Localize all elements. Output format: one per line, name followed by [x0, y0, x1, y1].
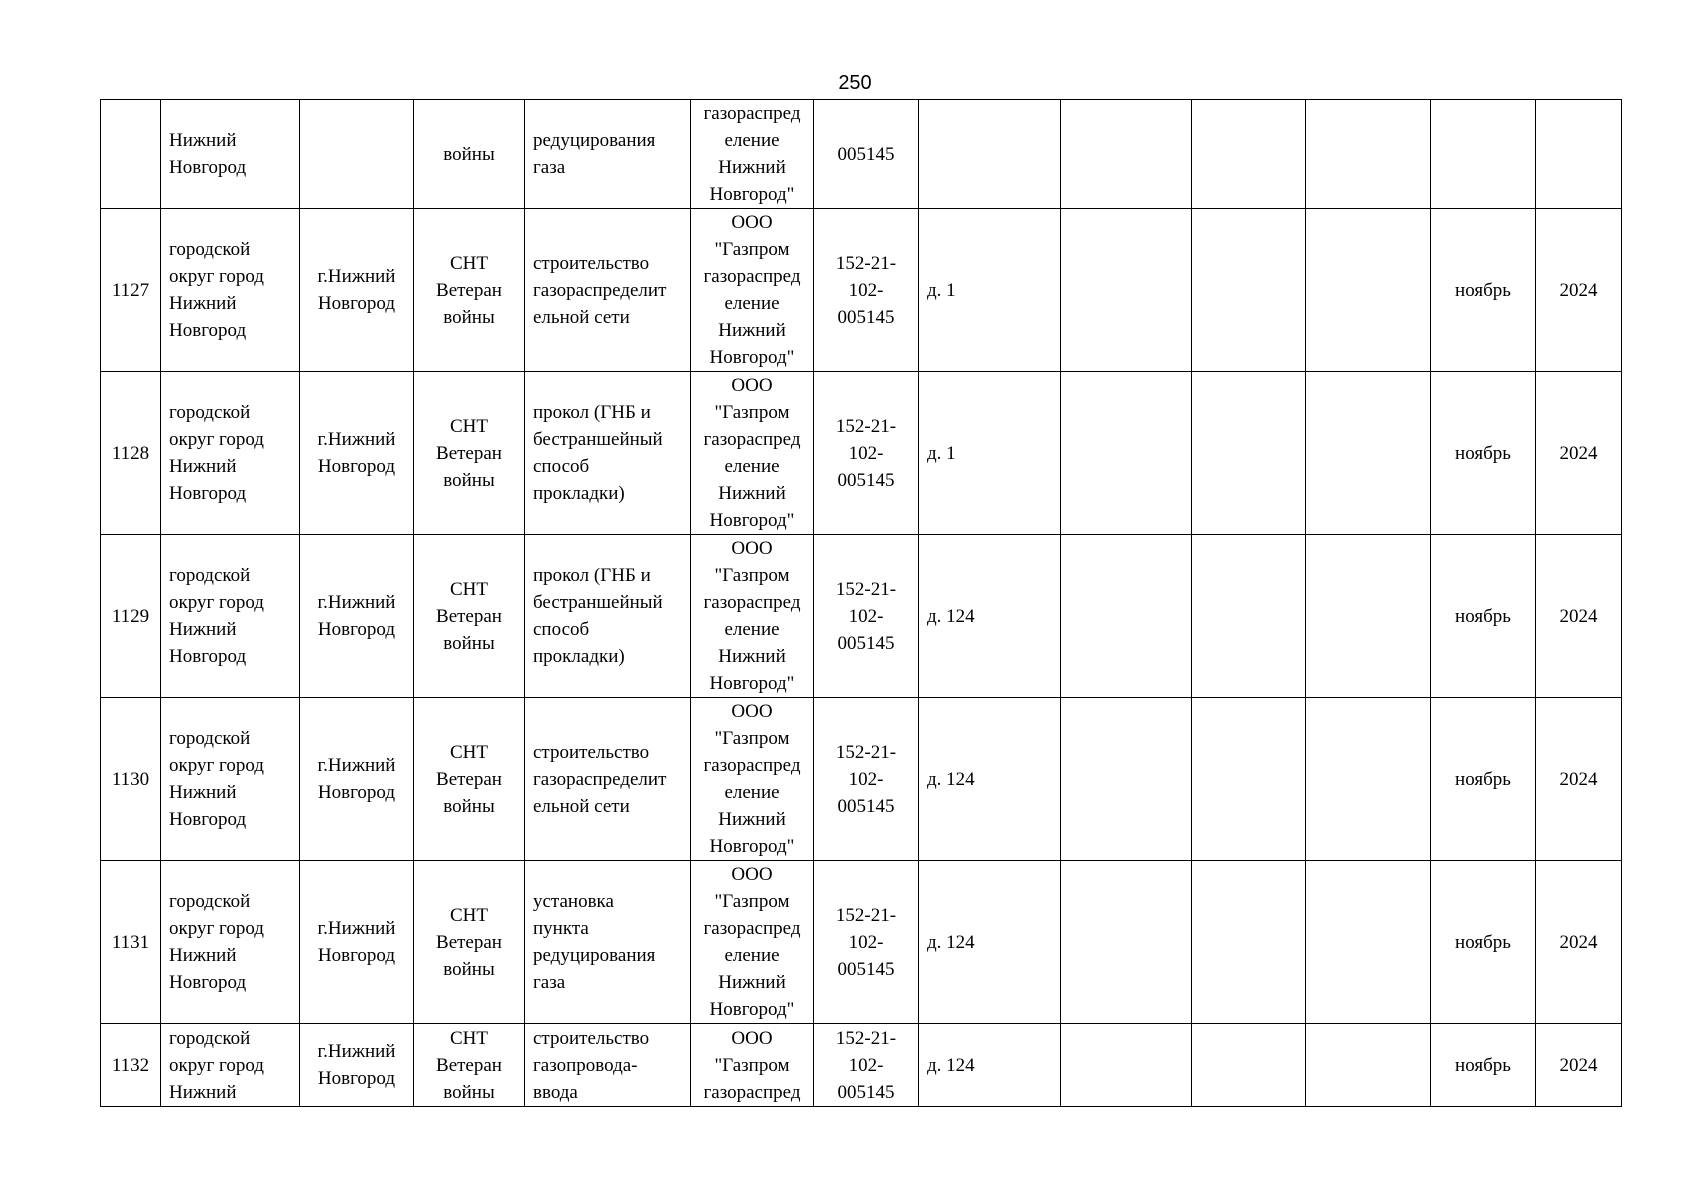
organization-text: ООО "Газпром газораспред еление Нижний Новгород": [703, 701, 801, 857]
district-cell: [161, 209, 300, 372]
row-number-text: 1129: [111, 605, 150, 627]
district-text: городской округ город Нижний Новгород: [169, 239, 264, 341]
row-number-cell: [101, 698, 161, 861]
organization-cell: [691, 1024, 814, 1107]
empty-cell: [1061, 861, 1192, 1024]
work-type-text: редуцирования газа: [533, 130, 656, 178]
permit-code-cell: [814, 100, 919, 209]
street-cell: [414, 535, 525, 698]
house-text: д. 1: [927, 442, 956, 464]
work-type-cell: [525, 372, 691, 535]
month-cell: [1431, 535, 1536, 698]
registry-table: [100, 99, 1622, 1107]
permit-code-cell: [814, 698, 919, 861]
permit-code-text: 152-21- 102- 005145: [835, 578, 897, 654]
work-type-text: прокол (ГНБ и бестраншейный способ прокладки): [533, 565, 663, 667]
organization-cell: [691, 535, 814, 698]
settlement-text: г.Нижний Новгород: [317, 918, 396, 966]
year-text: 2024: [1559, 931, 1598, 953]
year-text: 2024: [1559, 279, 1598, 301]
work-type-cell: [525, 535, 691, 698]
organization-text: ООО "Газпром газораспред: [703, 1027, 801, 1103]
year-text: 2024: [1559, 768, 1598, 790]
street-text: СНТ Ветеран войны: [436, 252, 502, 328]
year-cell: [1536, 372, 1622, 535]
month-cell: [1431, 1024, 1536, 1107]
district-cell: [161, 698, 300, 861]
work-type-cell: [525, 209, 691, 372]
month-text: ноябрь: [1455, 1054, 1511, 1076]
street-text: СНТ Ветеран войны: [436, 578, 502, 654]
empty-cell: [1192, 698, 1306, 861]
table-row: [101, 1024, 1622, 1107]
house-cell: [919, 372, 1061, 535]
permit-code-cell: [814, 1024, 919, 1107]
row-number-cell: [101, 535, 161, 698]
district-cell: [161, 100, 300, 209]
work-type-cell: [525, 698, 691, 861]
month-cell: [1431, 372, 1536, 535]
row-number-text: 1132: [111, 1054, 150, 1076]
street-cell: [414, 861, 525, 1024]
house-cell: [919, 100, 1061, 209]
month-text: ноябрь: [1455, 768, 1511, 790]
row-number-cell: [101, 372, 161, 535]
street-text: СНТ Ветеран войны: [436, 741, 502, 817]
district-text: городской округ город Нижний Новгород: [169, 565, 264, 667]
street-cell: [414, 698, 525, 861]
work-type-cell: [525, 1024, 691, 1107]
empty-cell: [1061, 372, 1192, 535]
house-text: д. 124: [927, 931, 975, 953]
empty-cell: [1061, 535, 1192, 698]
house-text: д. 1: [927, 279, 956, 301]
year-text: 2024: [1559, 442, 1598, 464]
street-cell: [414, 100, 525, 209]
house-cell: [919, 1024, 1061, 1107]
street-text: СНТ Ветеран войны: [436, 1027, 502, 1103]
row-number-text: 1130: [111, 768, 150, 790]
work-type-text: прокол (ГНБ и бестраншейный способ прокладки): [533, 402, 663, 504]
row-number-cell: [101, 1024, 161, 1107]
empty-cell: [1306, 100, 1431, 209]
year-cell: [1536, 100, 1622, 209]
house-cell: [919, 535, 1061, 698]
street-cell: [414, 1024, 525, 1107]
row-number-text: 1127: [111, 279, 150, 301]
district-cell: [161, 372, 300, 535]
month-cell: [1431, 209, 1536, 372]
year-cell: [1536, 535, 1622, 698]
empty-cell: [1306, 861, 1431, 1024]
year-cell: [1536, 209, 1622, 372]
work-type-text: строительство газораспределит ельной сети: [533, 741, 667, 817]
work-type-text: строительство газораспределит ельной сети: [533, 252, 667, 328]
empty-cell: [1192, 861, 1306, 1024]
street-cell: [414, 372, 525, 535]
year-cell: [1536, 861, 1622, 1024]
empty-cell: [1192, 372, 1306, 535]
work-type-cell: [525, 861, 691, 1024]
year-cell: [1536, 1024, 1622, 1107]
row-number-text: 1128: [111, 442, 150, 464]
table-row: [101, 535, 1622, 698]
district-text: городской округ город Нижний Новгород: [169, 402, 264, 504]
street-text: войны: [443, 143, 495, 165]
organization-text: газораспред еление Нижний Новгород": [703, 103, 801, 205]
settlement-text: г.Нижний Новгород: [317, 755, 396, 803]
settlement-cell: [300, 209, 414, 372]
empty-cell: [1306, 535, 1431, 698]
district-text: Нижний Новгород: [169, 130, 247, 178]
permit-code-text: 152-21- 102- 005145: [835, 741, 897, 817]
settlement-cell: [300, 100, 414, 209]
house-cell: [919, 861, 1061, 1024]
empty-cell: [1192, 535, 1306, 698]
organization-cell: [691, 372, 814, 535]
settlement-cell: [300, 372, 414, 535]
table-row: [101, 209, 1622, 372]
work-type-text: строительство газопровода- ввода: [533, 1027, 650, 1103]
settlement-cell: [300, 535, 414, 698]
empty-cell: [1306, 372, 1431, 535]
row-number-cell: [101, 100, 161, 209]
row-number-cell: [101, 209, 161, 372]
empty-cell: [1061, 209, 1192, 372]
organization-text: ООО "Газпром газораспред еление Нижний Новгород": [703, 375, 801, 531]
permit-code-text: 005145: [837, 143, 895, 165]
district-text: городской округ город Нижний Новгород: [169, 891, 264, 993]
district-text: городской округ город Нижний: [169, 1027, 264, 1103]
row-number-cell: [101, 861, 161, 1024]
district-cell: [161, 861, 300, 1024]
permit-code-text: 152-21- 102- 005145: [835, 1027, 897, 1103]
table-row: [101, 861, 1622, 1024]
district-text: городской округ город Нижний Новгород: [169, 728, 264, 830]
month-cell: [1431, 698, 1536, 861]
organization-cell: [691, 100, 814, 209]
street-text: СНТ Ветеран войны: [436, 415, 502, 491]
district-cell: [161, 1024, 300, 1107]
house-text: д. 124: [927, 605, 975, 627]
house-text: д. 124: [927, 768, 975, 790]
table-row: [101, 698, 1622, 861]
continuation-row: [101, 100, 1622, 209]
month-cell: [1431, 861, 1536, 1024]
empty-cell: [1061, 1024, 1192, 1107]
empty-cell: [1192, 209, 1306, 372]
table-row: [101, 372, 1622, 535]
year-cell: [1536, 698, 1622, 861]
settlement-text: г.Нижний Новгород: [317, 1041, 396, 1089]
empty-cell: [1192, 1024, 1306, 1107]
month-text: ноябрь: [1455, 279, 1511, 301]
permit-code-text: 152-21- 102- 005145: [835, 415, 897, 491]
empty-cell: [1061, 698, 1192, 861]
house-text: д. 124: [927, 1054, 975, 1076]
organization-text: ООО "Газпром газораспред еление Нижний Новгород": [703, 538, 801, 694]
house-cell: [919, 209, 1061, 372]
permit-code-text: 152-21- 102- 005145: [835, 252, 897, 328]
month-cell: [1431, 100, 1536, 209]
settlement-cell: [300, 861, 414, 1024]
settlement-text: г.Нижний Новгород: [317, 592, 396, 640]
district-cell: [161, 535, 300, 698]
empty-cell: [1306, 1024, 1431, 1107]
registry-table-body: [101, 100, 1622, 1107]
permit-code-cell: [814, 861, 919, 1024]
organization-cell: [691, 698, 814, 861]
settlement-text: г.Нижний Новгород: [317, 266, 396, 314]
empty-cell: [1192, 100, 1306, 209]
page-number: 250: [838, 72, 872, 94]
work-type-cell: [525, 100, 691, 209]
organization-text: ООО "Газпром газораспред еление Нижний Новгород": [703, 864, 801, 1020]
year-text: 2024: [1559, 605, 1598, 627]
permit-code-cell: [814, 372, 919, 535]
organization-cell: [691, 209, 814, 372]
permit-code-cell: [814, 209, 919, 372]
street-cell: [414, 209, 525, 372]
street-text: СНТ Ветеран войны: [436, 904, 502, 980]
organization-text: ООО "Газпром газораспред еление Нижний Новгород": [703, 212, 801, 368]
work-type-text: установка пункта редуцирования газа: [533, 891, 656, 993]
house-cell: [919, 698, 1061, 861]
settlement-text: г.Нижний Новгород: [317, 429, 396, 477]
empty-cell: [1061, 100, 1192, 209]
empty-cell: [1306, 698, 1431, 861]
settlement-cell: [300, 1024, 414, 1107]
empty-cell: [1306, 209, 1431, 372]
organization-cell: [691, 861, 814, 1024]
permit-code-text: 152-21- 102- 005145: [835, 904, 897, 980]
month-text: ноябрь: [1455, 605, 1511, 627]
permit-code-cell: [814, 535, 919, 698]
row-number-text: 1131: [111, 931, 150, 953]
month-text: ноябрь: [1455, 442, 1511, 464]
year-text: 2024: [1559, 1054, 1598, 1076]
month-text: ноябрь: [1455, 931, 1511, 953]
settlement-cell: [300, 698, 414, 861]
